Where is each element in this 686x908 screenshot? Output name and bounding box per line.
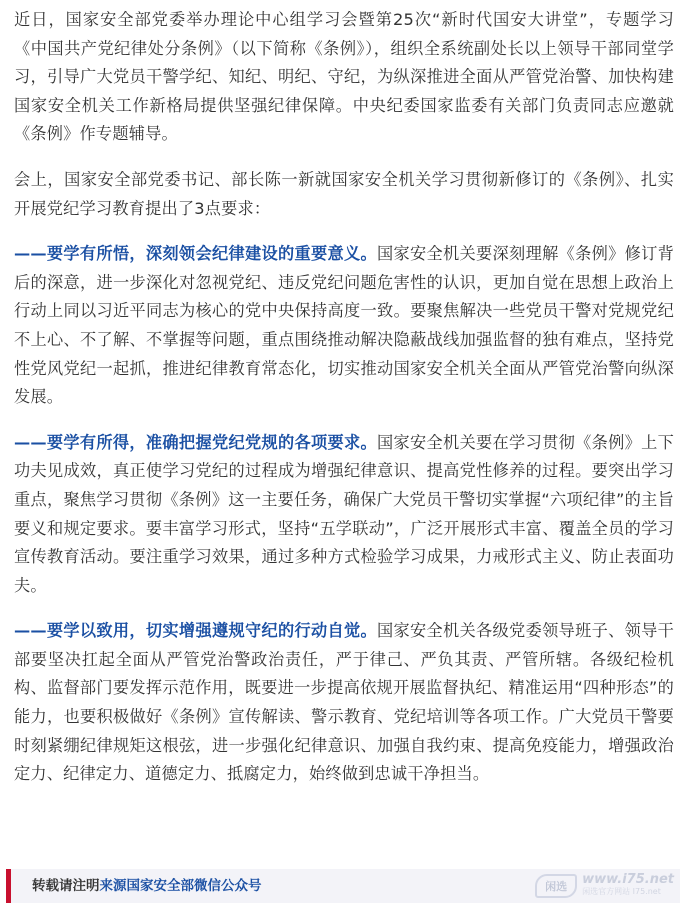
article-paragraph-point-2 bbox=[14, 429, 674, 601]
article-paragraph-requirements bbox=[14, 166, 674, 223]
article-paragraph-point-3 bbox=[14, 617, 674, 789]
source-footer bbox=[6, 869, 680, 903]
watermark-subtitle: 闲选官方网站 I75.net bbox=[582, 887, 661, 896]
source-prefix: 转载请注明 bbox=[32, 878, 100, 894]
article-paragraph-intro bbox=[14, 6, 674, 149]
paragraph-text: 近日，国家安全部党委举办理论中心组学习会暨第25次“新时代国安大讲堂”，专题学习《中国共产党纪律处分条例》（以下简称《条例》），组织全系统副处长以上领导干部同堂学习，引导广大党员干警学纪、知纪、明纪、守纪，为纵深推进全面从严管党治警、加快构建国家安全机关工作新格局提供坚强纪律保障。中央纪委国家监委有关部门负责同志应邀就《条例》作专题辅导。 bbox=[14, 10, 674, 144]
paragraph-text: 国家安全机关要在学习贯彻《条例》上下功夫见成效，真正使学习党纪的过程成为增强纪律意识、提高党性修养的过程。要突出学习重点，聚焦学习贯彻《条例》这一主要任务，确保广大党员干警切实掌握“六项纪律”的主旨要义和规定要求。要丰富学习形式，坚持“五学联动”，广泛开展形式丰富、覆盖全员的学习宣传教育活动。要注重学习效果，通过多种方式检验学习成果，力戒形式主义、防止表面功夫。 bbox=[14, 432, 674, 595]
watermark-url: www.i75.net bbox=[582, 872, 674, 887]
paragraph-lead: ——要学有所悟，深刻领会纪律建设的重要意义。 bbox=[14, 244, 378, 264]
paragraph-text: 会上，国家安全部党委书记、部长陈一新就国家安全机关学习贯彻新修订的《条例》、扎实开展党纪学习教育提出了3点要求： bbox=[14, 169, 674, 218]
source-link[interactable]: 来源国家安全部微信公众号 bbox=[99, 878, 262, 894]
footer-accent-bar bbox=[6, 869, 11, 903]
source-note bbox=[32, 877, 262, 895]
paragraph-lead: ——要学有所得，准确把握党纪党规的各项要求。 bbox=[14, 432, 378, 452]
watermark-text bbox=[582, 874, 674, 898]
site-watermark bbox=[535, 872, 674, 900]
watermark-logo-icon: 闲选 bbox=[535, 874, 577, 898]
article-paragraph-point-1 bbox=[14, 240, 674, 412]
article-body bbox=[14, 6, 674, 806]
paragraph-lead: ——要学以致用，切实增强遵规守纪的行动自觉。 bbox=[14, 621, 378, 641]
paragraph-text: 国家安全机关要深刻理解《条例》修订背后的深意，进一步深化对忽视党纪、违反党纪问题危害性的认识，更加自觉在思想上政治上行动上同以习近平同志为核心的党中央保持高度一致。要聚焦解决一些党员干警对党规党纪不上心、不了解、不掌握等问题，重点围绕推动解决隐蔽战线加强监督的独有难点，坚持党性党风党纪一起抓，推进纪律教育常态化，切实推动国家安全机关全面从严管党治警向纵深发展。 bbox=[14, 244, 674, 407]
paragraph-text: 国家安全机关各级党委领导班子、领导干部要坚决扛起全面从严管党治警政治责任，严于律己、严负其责、严管所辖。各级纪检机构、监督部门要发挥示范作用，既要进一步提高依规开展监督执纪、精准运用“四种形态”的能力，也要积极做好《条例》宣传解读、警示教育、党纪培训等各项工作。广大党员干警要时刻紧绷纪律规矩这根弦，进一步强化纪律意识、加强自我约束、提高免疫能力，增强政治定力、纪律定力、道德定力、抵腐定力，始终做到忠诚干净担当。 bbox=[14, 621, 674, 784]
